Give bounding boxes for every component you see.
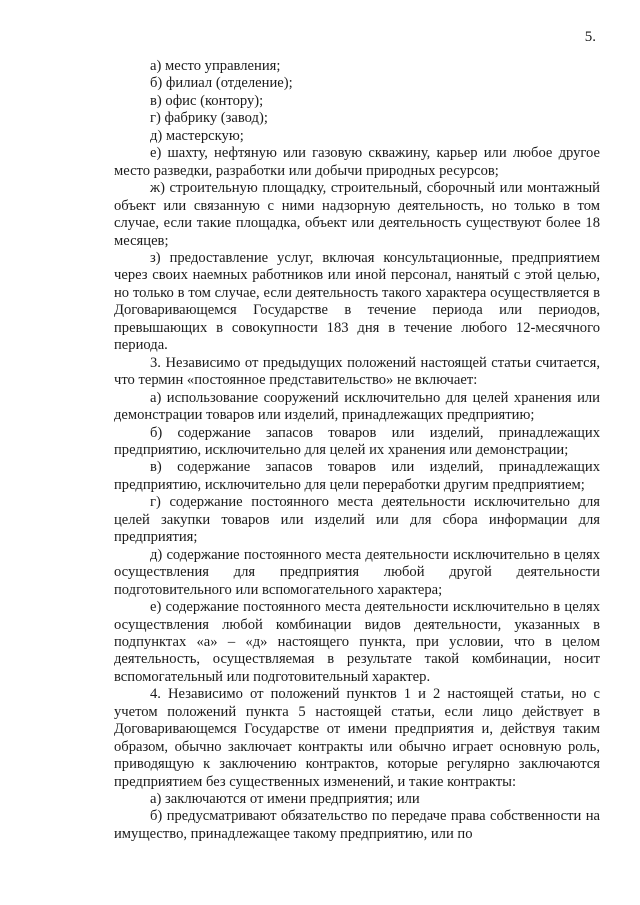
document-body: [114, 58, 600, 843]
clause-v-office: в) офис (контору);: [150, 92, 264, 109]
clause-d-workshop: д) мастерскую;: [150, 127, 244, 144]
exclusion-b-stock-storage: б) содержание запасов товаров или изделий, принадлежащих предприятию, исключительно для целей их хранения или демонстрации;: [114, 424, 600, 458]
exclusion-g-purchasing: г) содержание постоянного места деятельности исключительно для целей закупки товаров или изделий или для сбора информации для предприятия;: [114, 494, 600, 546]
exclusion-d-preparatory-activity: д) содержание постоянного места деятельности исключительно в целях осуществления для предприятия любой другой деятельности подготовительного или вспомогательного характера;: [114, 546, 600, 598]
page-number: 5.: [584, 29, 596, 45]
exclusion-a-storage-facilities: а) использование сооружений исключительно для целей хранения или демонстрации товаров или изделий, принадлежащих предприятию;: [114, 389, 600, 424]
exclusion-e-combination: е) содержание постоянного места деятельности исключительно в целях осуществления любой комбинации видов деятельности, указанных в подпунктах «а» – «д» настоящего пункта, при условии, что в целом деятельность, осуществляемая в результате такой комбинации, носит вспомогательный или подготовительный характер.: [114, 599, 600, 685]
exclusion-v-stock-processing: в) содержание запасов товаров или изделий, принадлежащих предприятию, исключительно для цели переработки другим предприятием;: [114, 459, 600, 493]
clause-a-place-of-management: а) место управления;: [150, 58, 281, 74]
clause-b-branch: б) филиал (отделение);: [150, 75, 293, 92]
clause-z-services: з) предоставление услуг, включая консультационные, предприятием через своих наемных работников или иной персонал, нанятый с этой целью, но только в том случае, если деятельность такого характера осуществляется в Договаривающемся Государстве в течение периода или периодов, превышающих в совокупности 183 дня в течение любого 12-месячного периода.: [114, 249, 600, 354]
clause-e-mine-well: е) шахту, нефтяную или газовую скважину, карьер или любое другое место разведки, разработки или добычи природных ресурсов;: [114, 145, 600, 179]
paragraph-3-exclusions: 3. Независимо от предыдущих положений настоящей статьи считается, что термин «постоянное представительство» не включает:: [114, 354, 600, 389]
paragraph-4-agent: 4. Независимо от положений пунктов 1 и 2 настоящей статьи, но с учетом положений пункта 5 настоящей статьи, если лицо действует в Договаривающемся Государстве от имени предприятия и, действуя таким образом, обычно заключает контракты или обычно играет основную роль, приводящую к заключению контрактов, которые регулярно заключаются предприятием без существенных изменений, и такие контракты:: [114, 686, 600, 790]
clause-zh-building-site: ж) строительную площадку, строительный, сборочный или монтажный объект или связанную с ними надзорную деятельность, но только в том случае, если такие площадка, объект или деятельность существуют более 18 месяцев;: [114, 180, 600, 249]
contract-a-in-name: а) заключаются от имени предприятия; или: [150, 791, 420, 808]
contract-b-transfer-ownership: б) предусматривают обязательство по передаче права собственности на имущество, принадлежащее такому предприятию, или по: [114, 808, 600, 842]
clause-g-factory: г) фабрику (завод);: [150, 110, 268, 127]
